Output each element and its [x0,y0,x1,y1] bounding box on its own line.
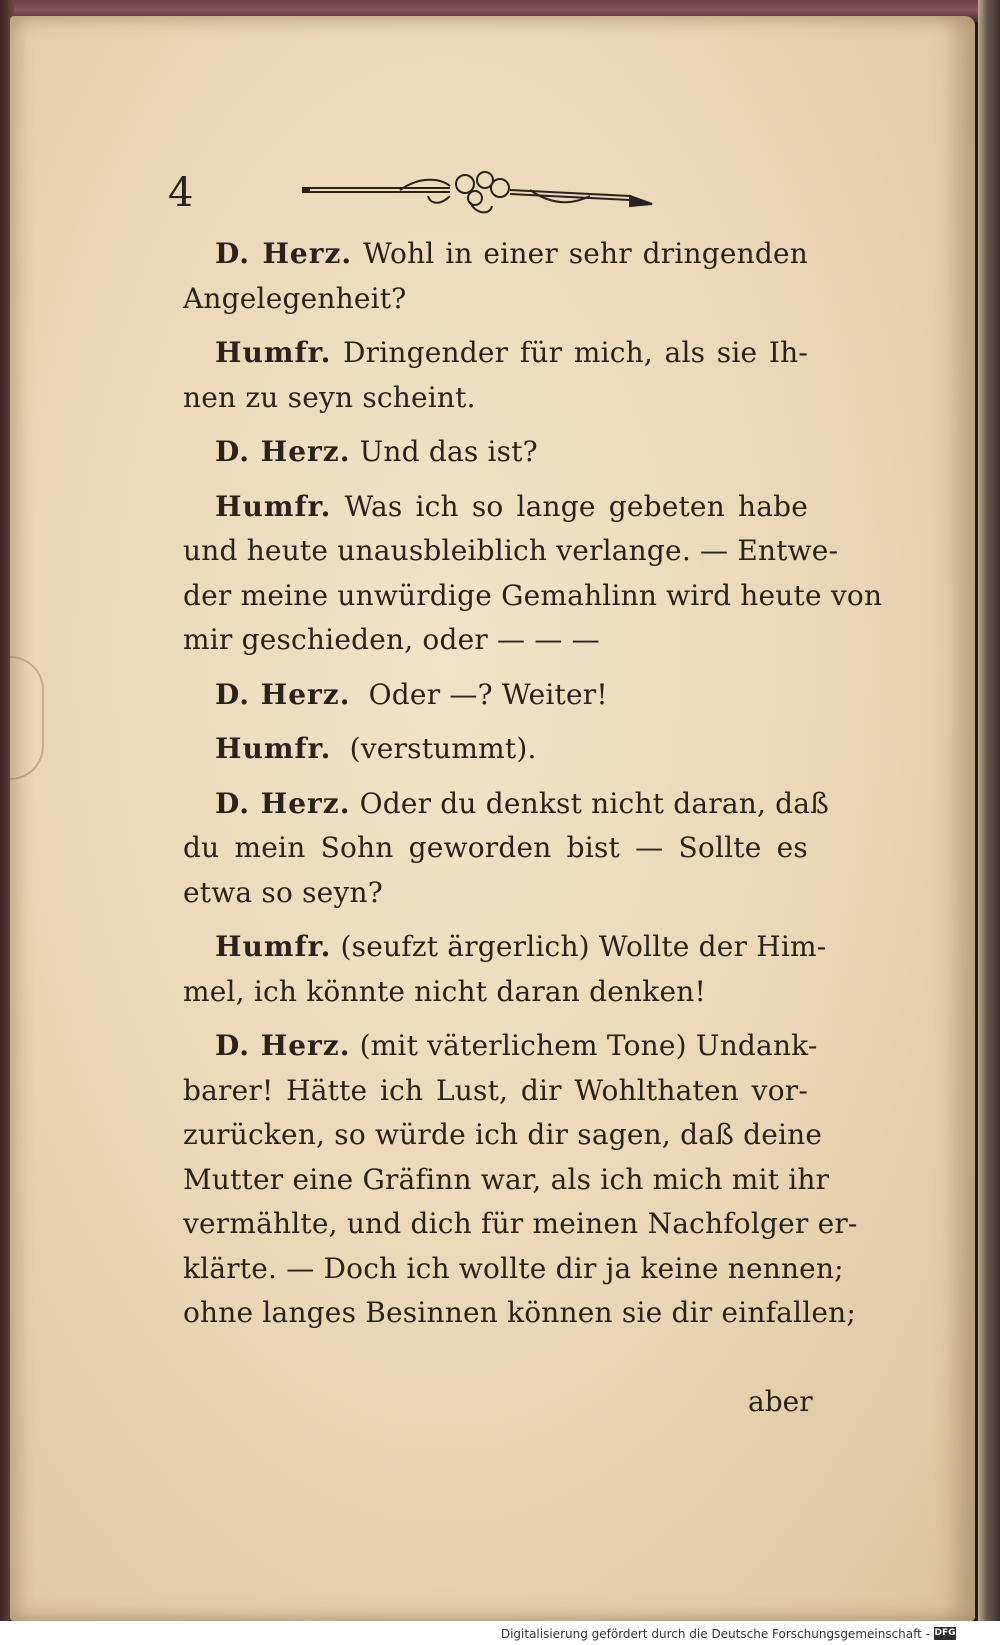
dialogue-paragraph [183,1024,858,1336]
text-line: barer! Hätte ich Lust, dir Wohlthaten vor- [183,1073,808,1107]
speaker-name: Humfr. [215,930,332,963]
floral-rule-icon [300,166,660,222]
dfg-logo: DFG [934,1628,956,1638]
page-fold-mark [10,656,44,780]
text-line: etwa so seyn? [183,875,383,909]
book-cover-right [978,0,1000,1645]
speech-text: Dringender für mich, als sie Ih- [343,336,809,369]
dialogue-text [183,232,883,1346]
speaker-name: Humfr. [215,336,332,369]
speaker-name: D. Herz. [215,237,353,270]
speech-text: Oder —? Weiter! [368,677,608,711]
digitization-credit: Digitalisierung gefördert durch die Deutsche Forschungsgemeinschaft - [500,1627,930,1641]
text-line: zurücken, so würde ich dir sagen, daß deine [183,1118,823,1151]
dialogue-paragraph [183,232,808,321]
speech-text: Und das ist? [359,435,538,468]
dialogue-paragraph [183,727,808,772]
text-line: du mein Sohn geworden bist — Sollte es [183,831,808,864]
speaker-name: Humfr. [215,489,332,523]
speaker-name: D. Herz. [215,786,351,820]
text-line: und heute unausbleiblich verlange. — Entwe- [183,534,839,567]
text-line: nen zu seyn scheint. [183,380,476,414]
text-line: ohne langes Besinnen können sie dir einfallen; [183,1296,856,1329]
speaker-name: D. Herz. [215,677,351,711]
speech-text: (mit väterlichem Tone) Undank- [359,1029,818,1062]
page-number: 4 [168,170,194,216]
text-line [183,430,808,475]
speaker-name: D. Herz. [215,435,351,468]
speech-text: Was ich so lange gebeten habe [344,489,808,523]
speech-text: (seufzt ärgerlich) Wollte der Him- [340,930,827,963]
text-line: mel, ich könnte nicht daran denken! [183,974,706,1008]
dialogue-paragraph [183,925,827,1014]
text-line: vermählte, und dich für meinen Nachfolger er- [183,1207,858,1240]
text-line [183,673,808,718]
text-line [183,925,827,970]
text-line [183,485,808,530]
text-line [183,727,808,772]
speech-text: Wohl in einer sehr dringenden [362,237,809,270]
speaker-name: Humfr. [215,732,332,765]
dialogue-paragraph [183,673,808,718]
speech-text: (verstummt). [349,732,537,765]
text-line: der meine unwürdige Gemahlinn wird heute von [183,578,883,612]
text-line [183,331,808,376]
dialogue-paragraph [183,782,830,916]
catchword: aber [748,1385,813,1418]
dialogue-paragraph [183,485,883,663]
text-line [183,232,808,277]
text-line: mir geschieden, oder — — — [183,623,600,656]
text-line [183,1024,818,1069]
text-line: klärte. — Doch ich wollte dir ja keine nennen; [183,1251,844,1285]
speech-text: Oder du denkst nicht daran, daß [359,786,830,820]
speaker-name: D. Herz. [215,1029,351,1062]
text-line: Angelegenheit? [183,281,407,315]
text-line [183,782,830,827]
dialogue-paragraph [183,331,808,420]
text-line: Mutter eine Gräfinn war, als ich mich mit ihr [183,1162,830,1196]
dialogue-paragraph [183,430,808,475]
